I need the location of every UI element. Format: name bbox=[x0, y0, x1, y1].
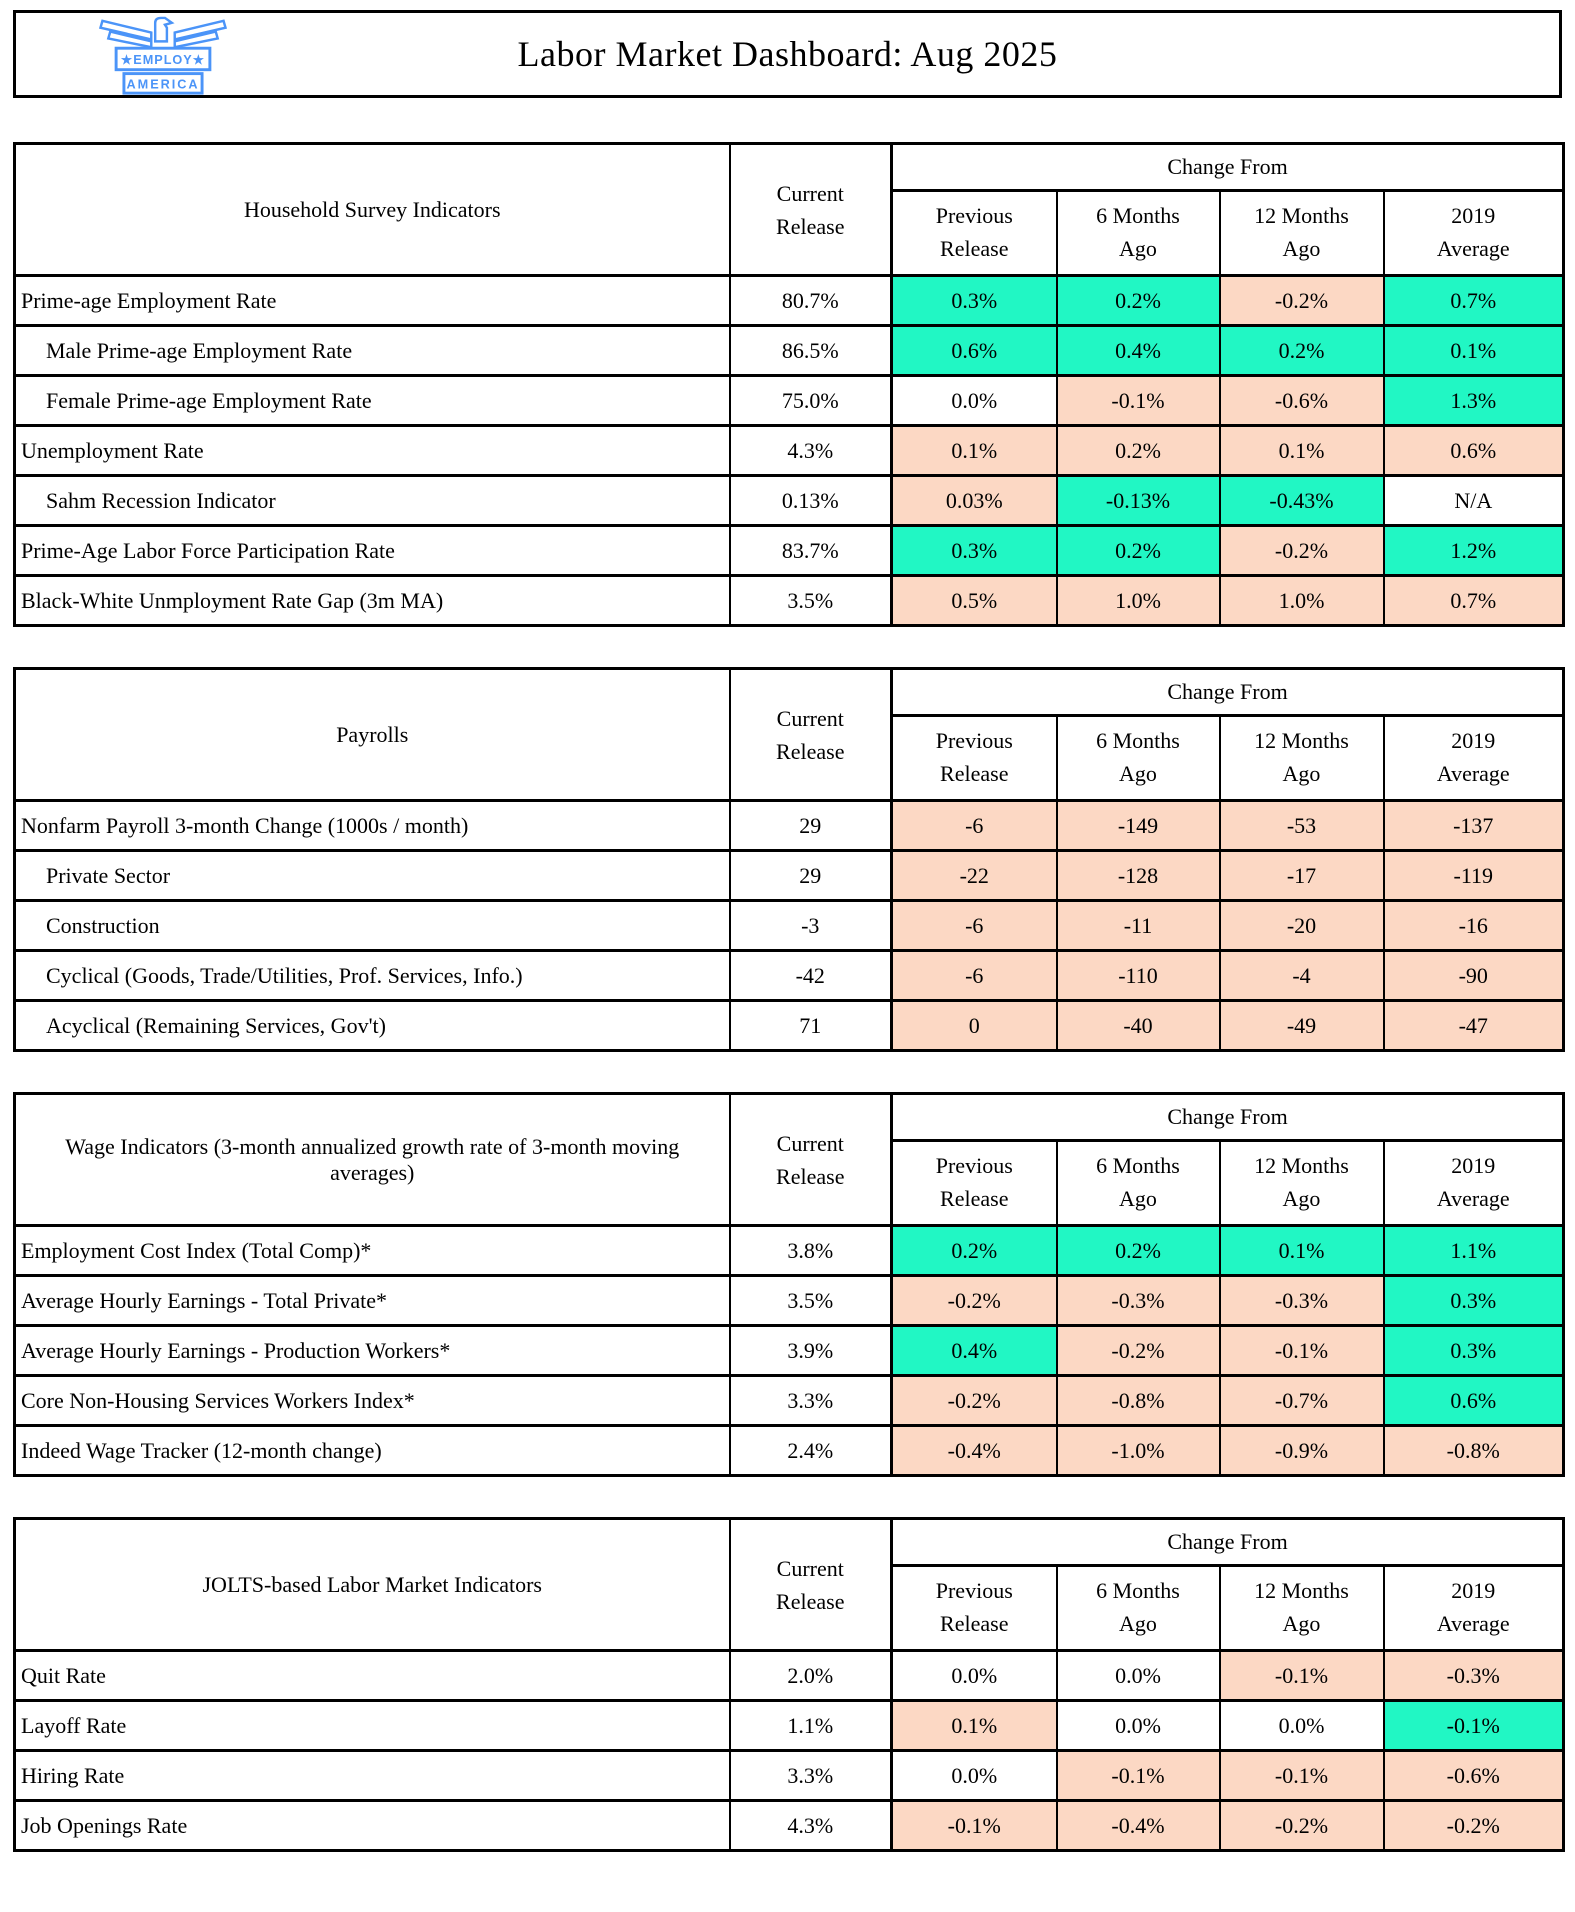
change-2019avg-cell: -47 bbox=[1384, 1001, 1564, 1051]
change-prev-release-cell: 0.0% bbox=[892, 1651, 1057, 1701]
change-2019avg-cell: 1.1% bbox=[1384, 1226, 1564, 1276]
row-label: Average Hourly Earnings - Production Workers* bbox=[15, 1326, 730, 1376]
change-prev-release-cell: 0.0% bbox=[892, 1751, 1057, 1801]
row-label: Quit Rate bbox=[15, 1651, 730, 1701]
6mo-column-header bbox=[1057, 191, 1220, 276]
change-2019avg-cell: -0.8% bbox=[1384, 1426, 1564, 1476]
table-header-row bbox=[15, 1519, 1564, 1566]
change-6mo-cell: 0.2% bbox=[1057, 276, 1220, 326]
change-2019avg-cell: -119 bbox=[1384, 851, 1564, 901]
change-2019avg-cell: 0.1% bbox=[1384, 326, 1564, 376]
row-label: Nonfarm Payroll 3-month Change (1000s / month) bbox=[15, 801, 730, 851]
header-line: Ago bbox=[1282, 236, 1321, 261]
change-prev-release-cell: -6 bbox=[892, 901, 1057, 951]
header-line: 12 Months bbox=[1254, 1578, 1349, 1603]
change-12mo-cell: -0.3% bbox=[1220, 1276, 1384, 1326]
header-line: Average bbox=[1436, 1611, 1510, 1636]
table-row bbox=[15, 276, 1564, 326]
header-line: Release bbox=[776, 1163, 845, 1189]
current-release-header bbox=[730, 669, 892, 801]
row-label: Construction bbox=[15, 901, 730, 951]
change-prev-release-cell: 0.3% bbox=[892, 276, 1057, 326]
header-line: Current bbox=[776, 1130, 844, 1156]
table-row bbox=[15, 951, 1564, 1001]
header-line: 2019 bbox=[1451, 1153, 1496, 1178]
table-header-row bbox=[15, 1094, 1564, 1141]
header-line: Current bbox=[776, 1555, 844, 1581]
change-2019avg-cell: 0.3% bbox=[1384, 1326, 1564, 1376]
change-2019avg-cell: 0.6% bbox=[1384, 426, 1564, 476]
6mo-column-header bbox=[1057, 716, 1220, 801]
header-line: Ago bbox=[1282, 1186, 1321, 1211]
header-line: Average bbox=[1436, 236, 1510, 261]
header-line: Ago bbox=[1119, 236, 1157, 261]
jolts-table bbox=[13, 1517, 1565, 1852]
header-line: Release bbox=[940, 761, 1009, 786]
table-row bbox=[15, 526, 1564, 576]
prev-release-column-header bbox=[892, 716, 1057, 801]
header-line: 2019 bbox=[1451, 203, 1496, 228]
current-release-value: 4.3% bbox=[730, 426, 892, 476]
current-release-value: 71 bbox=[730, 1001, 892, 1051]
table-header-row bbox=[15, 669, 1564, 716]
change-prev-release-cell: -0.4% bbox=[892, 1426, 1057, 1476]
current-release-value: 4.3% bbox=[730, 1801, 892, 1851]
change-2019avg-cell: 0.7% bbox=[1384, 276, 1564, 326]
change-prev-release-cell: -6 bbox=[892, 801, 1057, 851]
header-line: Release bbox=[940, 236, 1009, 261]
payrolls-table bbox=[13, 667, 1565, 1052]
change-from-header: Change From bbox=[892, 1519, 1564, 1566]
change-6mo-cell: -0.8% bbox=[1057, 1376, 1220, 1426]
eagle-icon bbox=[100, 18, 225, 47]
change-12mo-cell: -0.1% bbox=[1220, 1651, 1384, 1701]
change-prev-release-cell: -0.2% bbox=[892, 1276, 1057, 1326]
change-12mo-cell: -4 bbox=[1220, 951, 1384, 1001]
table-row bbox=[15, 1701, 1564, 1751]
table-row bbox=[15, 326, 1564, 376]
table-row bbox=[15, 851, 1564, 901]
change-12mo-cell: 0.1% bbox=[1220, 1226, 1384, 1276]
change-12mo-cell: 0.1% bbox=[1220, 426, 1384, 476]
table-row bbox=[15, 1426, 1564, 1476]
current-release-value: 3.5% bbox=[730, 576, 892, 626]
current-release-value: 29 bbox=[730, 851, 892, 901]
header-line: Ago bbox=[1282, 761, 1321, 786]
current-release-value: 2.4% bbox=[730, 1426, 892, 1476]
header-line: 6 Months bbox=[1096, 1153, 1180, 1178]
row-label: Employment Cost Index (Total Comp)* bbox=[15, 1226, 730, 1276]
table-row bbox=[15, 801, 1564, 851]
change-12mo-cell: -49 bbox=[1220, 1001, 1384, 1051]
current-release-header bbox=[730, 144, 892, 276]
change-2019avg-cell: 1.2% bbox=[1384, 526, 1564, 576]
row-label: Acyclical (Remaining Services, Gov't) bbox=[15, 1001, 730, 1051]
current-release-header bbox=[730, 1519, 892, 1651]
table-row bbox=[15, 1801, 1564, 1851]
change-prev-release-cell: 0 bbox=[892, 1001, 1057, 1051]
header-line: Ago bbox=[1282, 1611, 1321, 1636]
table-row bbox=[15, 1751, 1564, 1801]
change-prev-release-cell: 0.6% bbox=[892, 326, 1057, 376]
table-row bbox=[15, 1276, 1564, 1326]
change-prev-release-cell: 0.3% bbox=[892, 526, 1057, 576]
change-12mo-cell: -20 bbox=[1220, 901, 1384, 951]
change-12mo-cell: -0.1% bbox=[1220, 1326, 1384, 1376]
change-2019avg-cell: 0.7% bbox=[1384, 576, 1564, 626]
employ-america-logo bbox=[94, 15, 232, 99]
change-2019avg-cell: -0.1% bbox=[1384, 1701, 1564, 1751]
row-label: Black-White Unmployment Rate Gap (3m MA) bbox=[15, 576, 730, 626]
row-label: Prime-age Employment Rate bbox=[15, 276, 730, 326]
change-from-header: Change From bbox=[892, 1094, 1564, 1141]
header-line: 2019 bbox=[1451, 728, 1496, 753]
change-6mo-cell: 0.2% bbox=[1057, 526, 1220, 576]
change-12mo-cell: 1.0% bbox=[1220, 576, 1384, 626]
12mo-column-header bbox=[1220, 716, 1384, 801]
change-12mo-cell: -0.2% bbox=[1220, 526, 1384, 576]
current-release-value: 86.5% bbox=[730, 326, 892, 376]
change-12mo-cell: -0.7% bbox=[1220, 1376, 1384, 1426]
change-6mo-cell: 0.2% bbox=[1057, 426, 1220, 476]
change-2019avg-cell: 1.3% bbox=[1384, 376, 1564, 426]
change-2019avg-cell: -0.2% bbox=[1384, 1801, 1564, 1851]
current-release-value: 3.3% bbox=[730, 1376, 892, 1426]
header-line: 12 Months bbox=[1254, 1153, 1349, 1178]
2019avg-column-header bbox=[1384, 1566, 1564, 1651]
current-release-value: 3.5% bbox=[730, 1276, 892, 1326]
table-row bbox=[15, 376, 1564, 426]
current-release-value: 2.0% bbox=[730, 1651, 892, 1701]
header-line: Release bbox=[776, 738, 845, 764]
current-release-value: 1.1% bbox=[730, 1701, 892, 1751]
table-row bbox=[15, 1651, 1564, 1701]
change-prev-release-cell: 0.4% bbox=[892, 1326, 1057, 1376]
row-label: Job Openings Rate bbox=[15, 1801, 730, 1851]
header-line: Ago bbox=[1119, 1186, 1157, 1211]
change-6mo-cell: 0.0% bbox=[1057, 1701, 1220, 1751]
wage-indicators-table bbox=[13, 1092, 1565, 1477]
change-2019avg-cell: -0.3% bbox=[1384, 1651, 1564, 1701]
header-line: Release bbox=[776, 1588, 845, 1614]
header-line: Ago bbox=[1119, 761, 1157, 786]
table-row bbox=[15, 1001, 1564, 1051]
header-line: Release bbox=[940, 1611, 1009, 1636]
current-release-header bbox=[730, 1094, 892, 1226]
change-12mo-cell: -53 bbox=[1220, 801, 1384, 851]
table-row bbox=[15, 1326, 1564, 1376]
change-2019avg-cell: 0.6% bbox=[1384, 1376, 1564, 1426]
table-row bbox=[15, 1226, 1564, 1276]
row-label: Average Hourly Earnings - Total Private* bbox=[15, 1276, 730, 1326]
current-release-value: 83.7% bbox=[730, 526, 892, 576]
change-prev-release-cell: 0.03% bbox=[892, 476, 1057, 526]
change-6mo-cell: -110 bbox=[1057, 951, 1220, 1001]
change-12mo-cell: 0.0% bbox=[1220, 1701, 1384, 1751]
prev-release-column-header bbox=[892, 1141, 1057, 1226]
change-6mo-cell: -0.1% bbox=[1057, 376, 1220, 426]
header-line: Previous bbox=[935, 1153, 1013, 1178]
change-12mo-cell: -0.2% bbox=[1220, 276, 1384, 326]
change-2019avg-cell: -137 bbox=[1384, 801, 1564, 851]
header-line: Current bbox=[776, 180, 844, 206]
change-6mo-cell: -0.3% bbox=[1057, 1276, 1220, 1326]
table-row bbox=[15, 476, 1564, 526]
header-line: 6 Months bbox=[1096, 728, 1180, 753]
header-line: Ago bbox=[1119, 1611, 1157, 1636]
header-line: Current bbox=[776, 705, 844, 731]
change-6mo-cell: 0.0% bbox=[1057, 1651, 1220, 1701]
logo-bottom-text: AMERICA bbox=[126, 77, 200, 92]
change-6mo-cell: -0.2% bbox=[1057, 1326, 1220, 1376]
current-release-value: 29 bbox=[730, 801, 892, 851]
current-release-value: 80.7% bbox=[730, 276, 892, 326]
header-line: Average bbox=[1436, 1186, 1510, 1211]
table-title: JOLTS-based Labor Market Indicators bbox=[15, 1519, 730, 1651]
change-prev-release-cell: -6 bbox=[892, 951, 1057, 1001]
change-6mo-cell: 1.0% bbox=[1057, 576, 1220, 626]
prev-release-column-header bbox=[892, 1566, 1057, 1651]
change-prev-release-cell: -22 bbox=[892, 851, 1057, 901]
current-release-value: 3.9% bbox=[730, 1326, 892, 1376]
change-6mo-cell: 0.2% bbox=[1057, 1226, 1220, 1276]
header-line: Average bbox=[1436, 761, 1510, 786]
change-12mo-cell: -0.6% bbox=[1220, 376, 1384, 426]
row-label: Female Prime-age Employment Rate bbox=[15, 376, 730, 426]
table-row bbox=[15, 1376, 1564, 1426]
change-from-header: Change From bbox=[892, 669, 1564, 716]
row-label: Prime-Age Labor Force Participation Rate bbox=[15, 526, 730, 576]
change-prev-release-cell: 0.5% bbox=[892, 576, 1057, 626]
current-release-value: 75.0% bbox=[730, 376, 892, 426]
household-survey-table bbox=[13, 142, 1565, 627]
change-2019avg-cell: -16 bbox=[1384, 901, 1564, 951]
change-12mo-cell: -0.43% bbox=[1220, 476, 1384, 526]
row-label: Indeed Wage Tracker (12-month change) bbox=[15, 1426, 730, 1476]
change-2019avg-cell: 0.3% bbox=[1384, 1276, 1564, 1326]
header-line: 2019 bbox=[1451, 1578, 1496, 1603]
2019avg-column-header bbox=[1384, 191, 1564, 276]
current-release-value: -3 bbox=[730, 901, 892, 951]
row-label: Sahm Recession Indicator bbox=[15, 476, 730, 526]
12mo-column-header bbox=[1220, 1141, 1384, 1226]
change-6mo-cell: -40 bbox=[1057, 1001, 1220, 1051]
table-title: Wage Indicators (3-month annualized growth rate of 3-month moving averages) bbox=[15, 1094, 730, 1226]
change-prev-release-cell: 0.1% bbox=[892, 1701, 1057, 1751]
header-line: 12 Months bbox=[1254, 728, 1349, 753]
row-label: Unemployment Rate bbox=[15, 426, 730, 476]
change-6mo-cell: -1.0% bbox=[1057, 1426, 1220, 1476]
2019avg-column-header bbox=[1384, 1141, 1564, 1226]
row-label: Male Prime-age Employment Rate bbox=[15, 326, 730, 376]
change-6mo-cell: -0.4% bbox=[1057, 1801, 1220, 1851]
logo-top-text: ★EMPLOY★ bbox=[120, 52, 206, 67]
header-line: 6 Months bbox=[1096, 203, 1180, 228]
header-line: Previous bbox=[935, 728, 1013, 753]
table-title: Payrolls bbox=[15, 669, 730, 801]
page-title: Labor Market Dashboard: Aug 2025 bbox=[517, 34, 1058, 74]
table-row bbox=[15, 901, 1564, 951]
header-line: Previous bbox=[935, 1578, 1013, 1603]
header-line: 6 Months bbox=[1096, 1578, 1180, 1603]
table-row bbox=[15, 576, 1564, 626]
current-release-value: -42 bbox=[730, 951, 892, 1001]
change-prev-release-cell: 0.2% bbox=[892, 1226, 1057, 1276]
row-label: Cyclical (Goods, Trade/Utilities, Prof. Services, Info.) bbox=[15, 951, 730, 1001]
change-2019avg-cell: -90 bbox=[1384, 951, 1564, 1001]
12mo-column-header bbox=[1220, 191, 1384, 276]
change-12mo-cell: 0.2% bbox=[1220, 326, 1384, 376]
prev-release-column-header bbox=[892, 191, 1057, 276]
header-line: Release bbox=[940, 1186, 1009, 1211]
header-line: Previous bbox=[935, 203, 1013, 228]
current-release-value: 3.3% bbox=[730, 1751, 892, 1801]
table-title: Household Survey Indicators bbox=[15, 144, 730, 276]
change-prev-release-cell: -0.2% bbox=[892, 1376, 1057, 1426]
change-6mo-cell: -11 bbox=[1057, 901, 1220, 951]
change-6mo-cell: -0.1% bbox=[1057, 1751, 1220, 1801]
change-12mo-cell: -0.1% bbox=[1220, 1751, 1384, 1801]
row-label: Hiring Rate bbox=[15, 1751, 730, 1801]
change-12mo-cell: -0.2% bbox=[1220, 1801, 1384, 1851]
change-6mo-cell: 0.4% bbox=[1057, 326, 1220, 376]
change-6mo-cell: -128 bbox=[1057, 851, 1220, 901]
change-6mo-cell: -0.13% bbox=[1057, 476, 1220, 526]
current-release-value: 0.13% bbox=[730, 476, 892, 526]
2019avg-column-header bbox=[1384, 716, 1564, 801]
change-12mo-cell: -17 bbox=[1220, 851, 1384, 901]
row-label: Layoff Rate bbox=[15, 1701, 730, 1751]
header-line: 12 Months bbox=[1254, 203, 1349, 228]
table-row bbox=[15, 426, 1564, 476]
change-12mo-cell: -0.9% bbox=[1220, 1426, 1384, 1476]
6mo-column-header bbox=[1057, 1566, 1220, 1651]
6mo-column-header bbox=[1057, 1141, 1220, 1226]
12mo-column-header bbox=[1220, 1566, 1384, 1651]
current-release-value: 3.8% bbox=[730, 1226, 892, 1276]
dashboard-header bbox=[13, 10, 1562, 98]
change-prev-release-cell: 0.0% bbox=[892, 376, 1057, 426]
change-6mo-cell: -149 bbox=[1057, 801, 1220, 851]
table-header-row bbox=[15, 144, 1564, 191]
change-prev-release-cell: 0.1% bbox=[892, 426, 1057, 476]
change-from-header: Change From bbox=[892, 144, 1564, 191]
row-label: Private Sector bbox=[15, 851, 730, 901]
change-prev-release-cell: -0.1% bbox=[892, 1801, 1057, 1851]
change-2019avg-cell: N/A bbox=[1384, 476, 1564, 526]
row-label: Core Non-Housing Services Workers Index* bbox=[15, 1376, 730, 1426]
change-2019avg-cell: -0.6% bbox=[1384, 1751, 1564, 1801]
header-line: Release bbox=[776, 213, 845, 239]
